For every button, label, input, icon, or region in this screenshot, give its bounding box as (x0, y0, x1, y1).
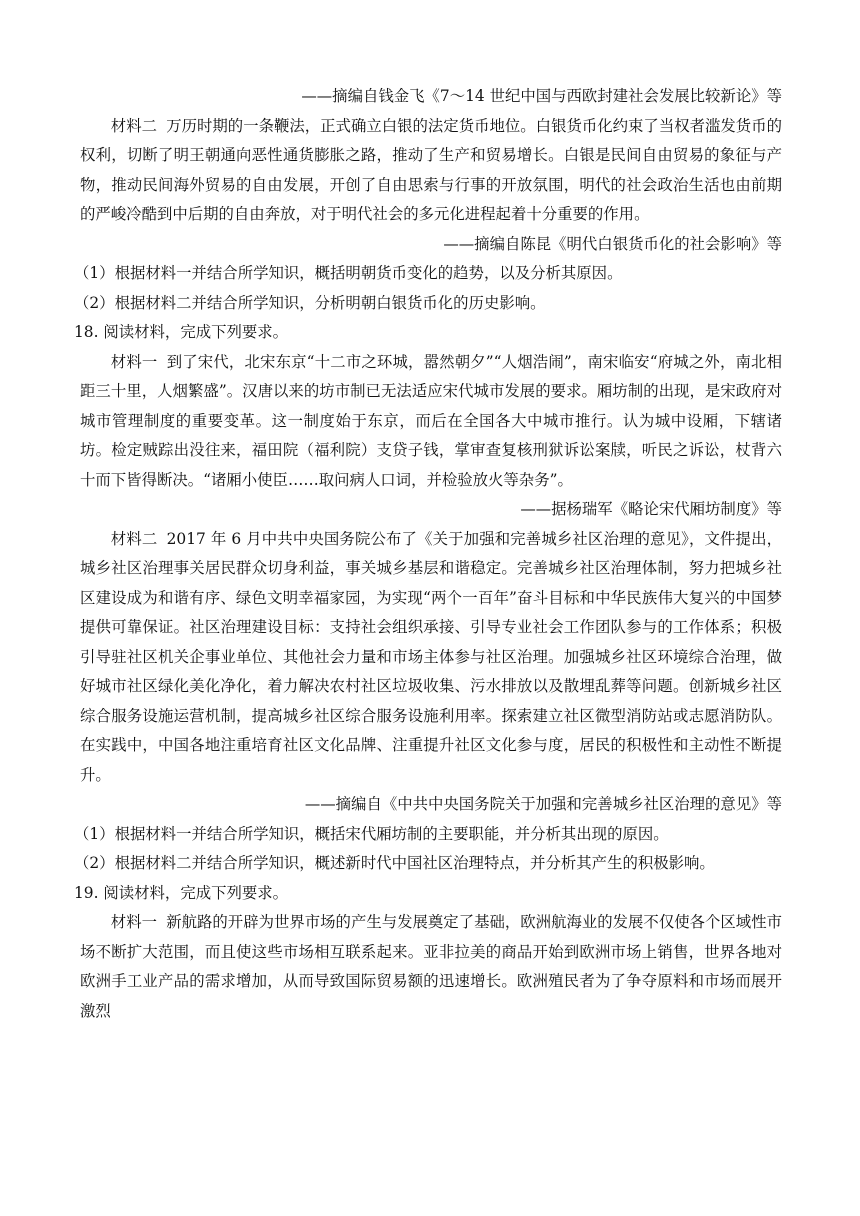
material-paragraph (80, 908, 782, 1026)
sub-question: （1）根据材料一并结合所学知识，概括宋代厢坊制的主要职能，并分析其出现的原因。 (74, 824, 669, 843)
source-citation: ——摘编自陈昆《明代白银货币化的社会影响》等 (443, 234, 782, 253)
material-label: 材料二 (110, 529, 158, 548)
material-paragraph (80, 525, 782, 791)
sub-question: （2）根据材料二并结合所学知识，概述新时代中国社区治理特点，并分析其产生的积极影响。 (74, 854, 715, 872)
material-paragraph (80, 348, 782, 496)
sub-question: （1）根据材料一并结合所学知识，概括明朝货币变化的趋势，以及分析其原因。 (74, 264, 623, 282)
document-page (74, 82, 782, 1026)
sub-question: （2）根据材料二并结合所学知识，分析明朝白银货币化的历史影响。 (74, 293, 546, 312)
material-text: 新航路的开辟为世界市场的产生与发展奠定了基础，欧洲航海业的发展不仅使各个区域性市场不断扩大范围，而且使这些市场相互联系起来。亚非拉美的商品开始到欧洲市场上销售，世界各地对欧洲手工业产品的需求增加，从而导致国际贸易额的迅速增长。欧洲殖民者为了争夺原料和市场而展开激烈 (80, 913, 782, 1020)
material-text: 2017 年 6 月中共中央国务院公布了《关于加强和完善城乡社区治理的意见》，文件提出，城乡社区治理事关居民群众切身利益，事关城乡基层和谐稳定。完善城乡社区治理体制，努力把城乡社区建设成为和谐有序、绿色文明幸福家园，为实现“两个一百年”奋斗目标和中华民族伟大复兴的中国梦提供可靠保证。社区治理建设目标：支持社会组织承接、引导专业社会工作团队参与的工作体系；积极引导驻社区机关企事业单位、其他社会力量和市场主体参与社区治理。加强城乡社区环境综合治理，做好城市社区绿化美化净化，着力解决农村社区垃圾收集、污水排放以及散埋乱葬等问题。创新城乡社区综合服务设施运营机制，提高城乡社区综合服务设施利用率。探索建立社区微型消防站或志愿消防队。在实践中，中国各地注重培育社区文化品牌、注重提升社区文化参与度，居民的积极性和主动性不断提升。 (80, 529, 782, 784)
material-text: 到了宋代，北宋东京“十二市之环城，嚣然朝夕”“人烟浩闹”，南宋临安“府城之外，南北相距三十里，人烟繁盛”。汉唐以来的坊市制已无法适应宋代城市发展的要求。厢坊制的出现，是宋政府对城市管理制度的重要变革。这一制度始于东京，而后在全国各大中城市推行。认为城中设厢，下辖诸坊。检定贼踪出没往来，福田院（福利院）支贷子钱，掌审查复核刑狱诉讼案牍，听民之诉讼，杖背六十而下皆得断决。“诸厢小使臣……取问病人口词，并检验放火等杂务”。 (80, 352, 782, 489)
material-label: 材料二 (110, 116, 157, 135)
material-label: 材料一 (110, 352, 158, 371)
material-paragraph (80, 112, 782, 230)
material-label: 材料一 (110, 913, 157, 931)
source-citation: ——摘编自《中共中央国务院关于加强和完善城乡社区治理的意见》等 (304, 795, 782, 813)
question-heading: 18. 阅读材料，完成下列要求。 (74, 323, 289, 341)
source-citation: ——摘编自钱金飞《7～14 世纪中国与西欧封建社会发展比较新论》等 (301, 87, 782, 105)
source-citation: ——据杨瑞军《略论宋代厢坊制度》等 (520, 500, 782, 518)
material-text: 万历时期的一条鞭法，正式确立白银的法定货币地位。白银货币化约束了当权者滥发货币的权利，切断了明王朝通向恶性通货膨胀之路，推动了生产和贸易增长。白银是民间自由贸易的象征与产物，推动民间海外贸易的自由发展，开创了自由思索与行事的开放氛围，明代的社会政治生活也由前期的严峻冷酷到中后期的自由奔放，对于明代社会的多元化进程起着十分重要的作用。 (80, 116, 782, 223)
question-heading: 19. 阅读材料，完成下列要求。 (74, 883, 289, 902)
